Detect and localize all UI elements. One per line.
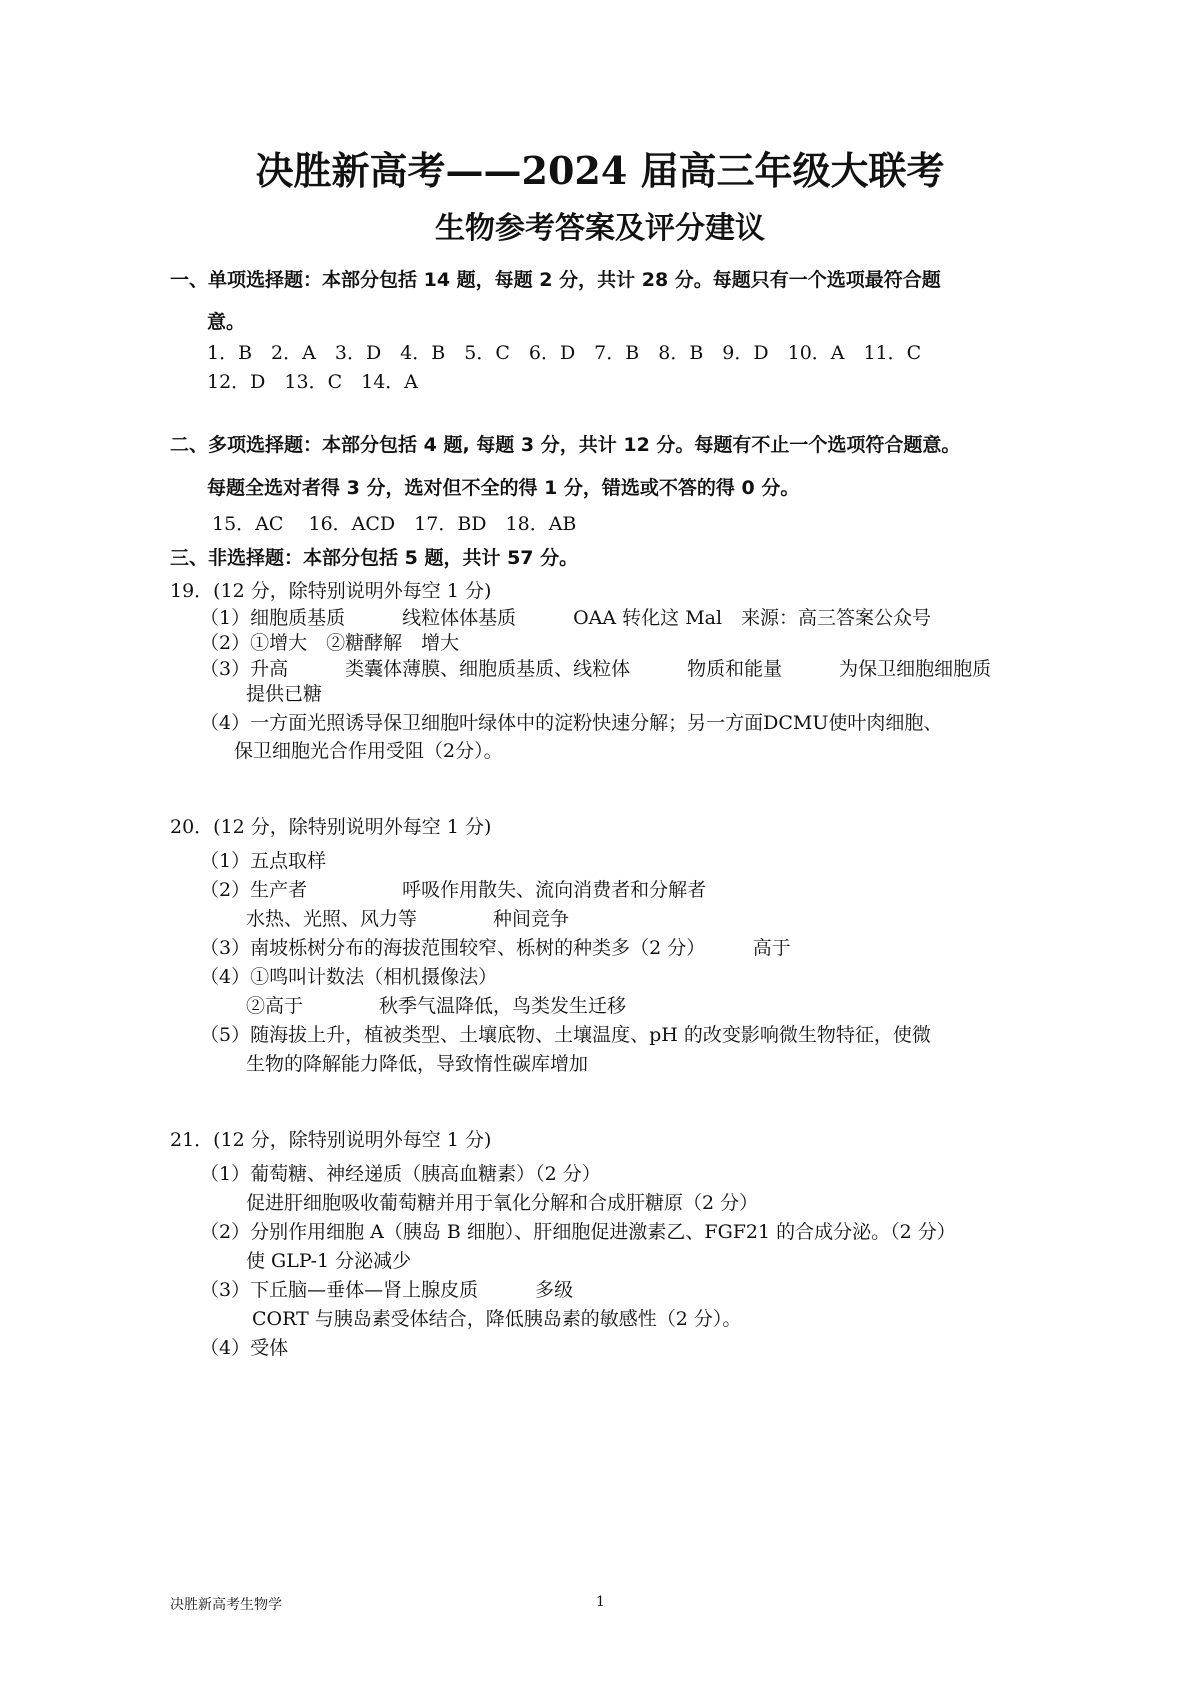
q21-answer-1: （1）葡萄糖、神经递质（胰高血糖素）（2 分）: [200, 1163, 601, 1185]
q21-answer-1-cont: 促进肝细胞吸收葡萄糖并用于氧化分解和合成肝糖原（2 分）: [246, 1192, 759, 1214]
section2-heading: 二、多项选择题：本部分包括 4 题, 每题 3 分，共计 12 分。每题有不止一个选项符合题意。: [170, 434, 961, 456]
section1-answers-line1: 1．B 2．A 3．D 4．B 5．C 6．D 7．B 8．B 9．D 10．A 11．C: [207, 342, 922, 364]
page-number: 1: [596, 1594, 605, 1610]
section1-heading-cont: 意。: [207, 311, 246, 333]
q20-answer-3: （3）南坡栎树分布的海拔范围较窄、栎树的种类多（2 分） 高于: [200, 937, 791, 959]
q20-answer-1: （1）五点取样: [200, 850, 327, 872]
q20-answer-2: （2）生产者 呼吸作用散失、流向消费者和分解者: [200, 879, 707, 901]
section1-answers-line2: 12．D 13．C 14．A: [207, 371, 419, 393]
q20-answer-5: （5）随海拔上升，植被类型、土壤底物、土壤温度、pH 的改变影响微生物特征，使微: [200, 1024, 931, 1046]
q21-answer-3: （3）下丘脑—垂体—肾上腺皮质 多级: [200, 1279, 574, 1301]
q19-answer-3: （3）升高 类囊体薄膜、细胞质基质、线粒体 物质和能量 为保卫细胞细胞质: [200, 658, 992, 680]
q20-answer-4-cont: ②高于 秋季气温降低，鸟类发生迁移: [246, 995, 627, 1017]
q20-header: 20．(12 分，除特别说明外每空 1 分): [170, 816, 492, 838]
q20-answer-5-cont: 生物的降解能力降低，导致惰性碳库增加: [246, 1053, 589, 1075]
q20-answer-4: （4）①鸣叫计数法（相机摄像法）: [200, 966, 498, 988]
q20-answer-2-cont: 水热、光照、风力等 种间竞争: [246, 908, 570, 930]
q21-answer-4: （4）受体: [200, 1337, 289, 1359]
footer-label: 决胜新高考生物学: [170, 1597, 282, 1613]
q21-header: 21．(12 分，除特别说明外每空 1 分): [170, 1129, 492, 1151]
page-title: 决胜新高考——2024 届高三年级大联考: [255, 148, 945, 193]
q21-answer-2-cont: 使 GLP-1 分泌减少: [246, 1250, 412, 1272]
q19-header: 19．(12 分，除特别说明外每空 1 分): [170, 580, 492, 602]
q19-answer-4-cont: 保卫细胞光合作用受阻（2分）。: [234, 740, 503, 762]
q19-answer-3-cont: 提供已糖: [246, 683, 323, 705]
q19-answer-2: （2）①增大 ②糖酵解 增大: [200, 632, 460, 654]
q19-answer-1: （1）细胞质基质 线粒体体基质 OAA 转化这 Mal 来源：高三答案公众号: [200, 607, 932, 629]
section1-heading: 一、单项选择题：本部分包括 14 题，每题 2 分，共计 28 分。每题只有一个选项最符合题: [170, 269, 941, 291]
q21-answer-3-cont: CORT 与胰岛素受体结合，降低胰岛素的敏感性（2 分）。: [252, 1308, 742, 1330]
page-subtitle: 生物参考答案及评分建议: [435, 211, 765, 246]
section3-heading: 三、非选择题：本部分包括 5 题，共计 57 分。: [170, 547, 579, 569]
section2-heading-cont: 每题全选对者得 3 分，选对但不全的得 1 分，错选或不答的得 0 分。: [207, 477, 800, 499]
section2-answers: 15．AC 16．ACD 17．BD 18．AB: [212, 513, 577, 535]
q19-answer-4: （4）一方面光照诱导保卫细胞叶绿体中的淀粉快速分解；另一方面DCMU使叶肉细胞、: [200, 712, 943, 734]
q21-answer-2: （2）分别作用细胞 A（胰岛 B 细胞）、肝细胞促进激素乙、FGF21 的合成分泌。（2 分）: [200, 1221, 956, 1243]
